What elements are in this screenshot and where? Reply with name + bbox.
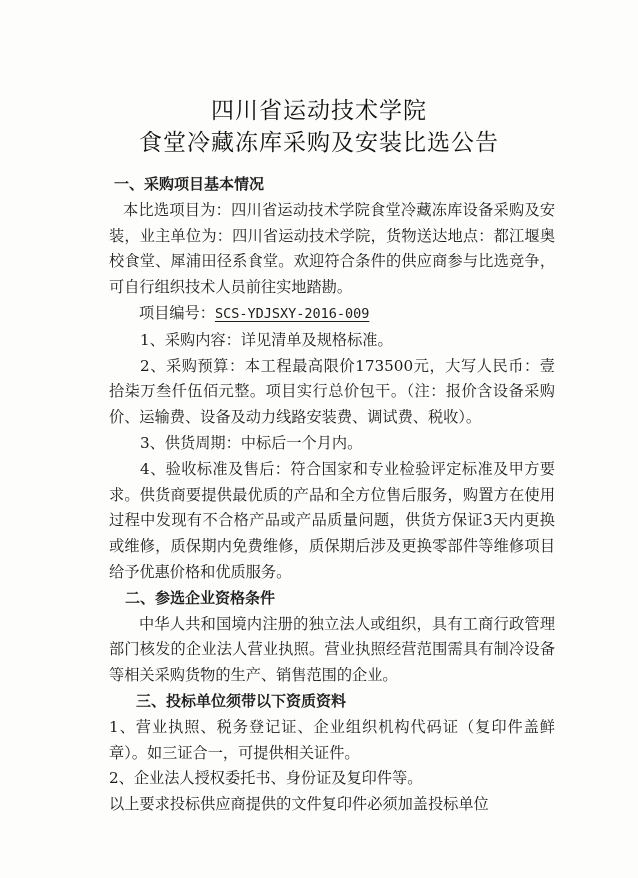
- section3-heading: 三、投标单位须带以下资质资料: [136, 691, 347, 710]
- section2-heading: 二、参选企业资格条件: [125, 588, 276, 607]
- section1-item4: 4、验收标准及售后：符合国家和专业检验评定标准及甲方要求。供货商要提供最优质的产品和全方位售后服务，购置方在使用过程中发现有不合格产品或产品质量问题，供货方保证3天内更换或维修，质保期内免费维修，质保期后涉及更换零部件等维修项目给予优惠价格和优质服务。: [109, 459, 555, 581]
- section3-item1: 1、营业执照、税务登记证、企业组织机构代码证（复印件盖鲜章）。如三证合一，可提供相关证件。: [109, 717, 555, 762]
- section3-note: 以上要求投标供应商提供的文件复印件必须加盖投标单位: [109, 795, 489, 814]
- section1-intro: 本比选项目为：四川省运动技术学院食堂冷藏冻库设备采购及安装，业主单位为：四川省运动技术学院，货物送达地点：都江堰奥校食堂、犀浦田径系食堂。欢迎符合条件的供应商参与比选竞争，可自行组织技术人员前往实地踏勘。: [109, 200, 555, 297]
- document-body: [109, 172, 555, 818]
- project-number-line: [109, 301, 555, 328]
- document-title-line2: 食堂冷藏冻库采购及安装比选公告: [139, 130, 499, 156]
- section2-text: 中华人共和国境内注册的独立法人或组织，具有工商行政管理部门核发的企业法人营业执照。营业执照经营范围需具有制冷设备等相关采购货物的生产、销售范围的企业。: [109, 614, 555, 685]
- project-number: SCS-YDJSXY-2016-009: [214, 305, 370, 322]
- section1-item3: 3、供货周期：中标后一个月内。: [140, 433, 363, 452]
- project-number-label: 项目编号：: [139, 303, 215, 322]
- section1-item1: 1、采购内容：详见清单及规格标准。: [140, 330, 393, 349]
- document-title-line1: 四川省运动技术学院: [211, 98, 427, 124]
- section1-item2: 2、采购预算：本工程最高限价173500元，大写人民币：壹拾柒万叁仟伍佰元整。项目实行总价包干。（注：报价含设备采购价、运输费、设备及动力线路安装费、调试费、税收）。: [109, 356, 555, 427]
- section1-heading: 一、采购项目基本情况: [114, 175, 265, 193]
- section3-item2: 2、企业法人授权委托书、身份证及复印件等。: [109, 769, 423, 788]
